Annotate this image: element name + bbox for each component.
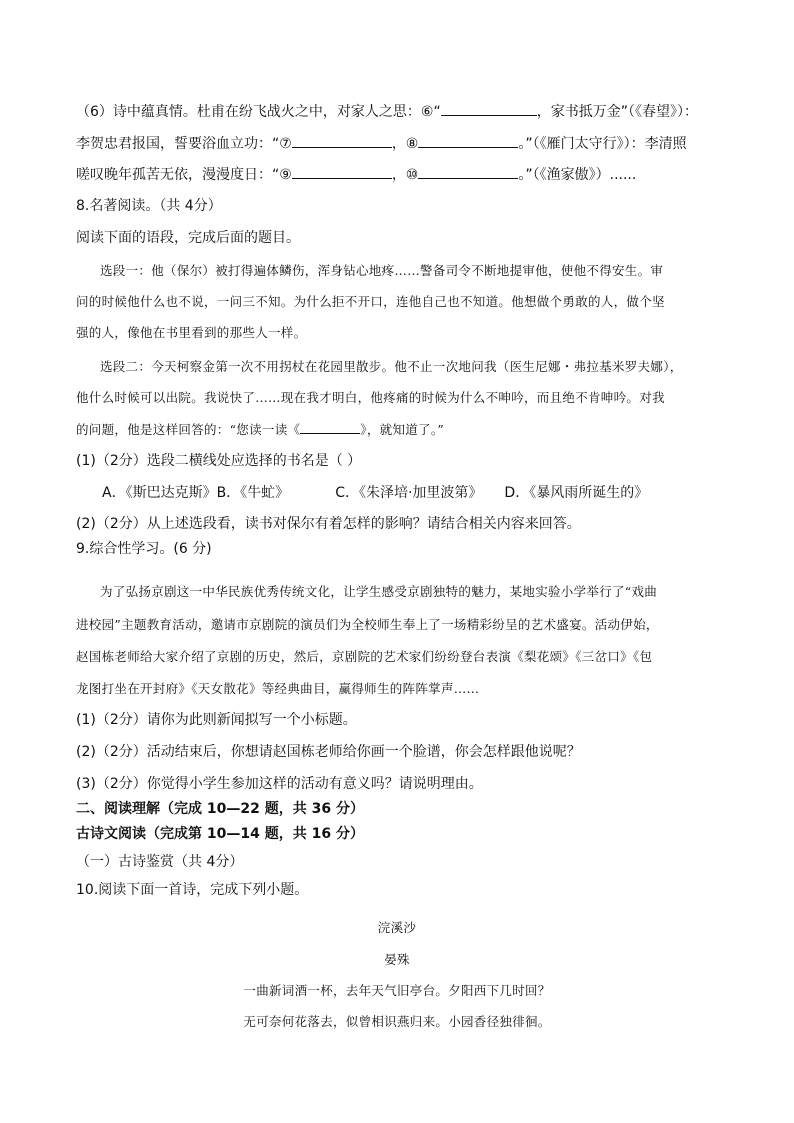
q7-6-line3-b: ，⑩ xyxy=(391,167,419,183)
blank-6[interactable] xyxy=(441,101,537,116)
q8-options xyxy=(102,483,648,503)
q8-para2-line3 xyxy=(76,419,444,440)
poem-title: 浣溪沙 xyxy=(377,920,417,935)
q8-para2-line1: 选段二：今天柯察金第一次不用拐杖在花园里散步。他不止一次地问我（医生尼娜・弗拉基米罗夫娜）， xyxy=(100,359,683,374)
blank-10[interactable] xyxy=(418,164,518,179)
q9-news-line1: 为了弘扬京剧这一中华民族优秀传统文化，让学生感受京剧独特的魅力，某地实验小学举行了“戏曲 xyxy=(100,584,658,599)
q8-para2-line3-a: 的问题，他是这样回答的：“您读一读《 xyxy=(76,422,301,437)
blank-9[interactable] xyxy=(292,164,392,179)
q8-heading: 8.名著阅读。（共 4分） xyxy=(76,198,222,214)
blank-7[interactable] xyxy=(292,133,392,148)
q9-news-line4: 龙图打坐在开封府》《天女散花》等经典曲目，赢得师生的阵阵掌声…… xyxy=(76,681,480,696)
q7-6-line3-c: 。”（《渔家傲》）...... xyxy=(518,167,637,183)
q9-news-line2: 进校园”主题教育活动，邀请市京剧院的演员们为全校师生奉上了一场精彩纷呈的艺术盛宴。活动伊始， xyxy=(76,617,659,632)
q7-6-line2-b: ，⑧ xyxy=(391,136,419,152)
option-c[interactable]: C．《朱泽培·加里波第》 xyxy=(335,485,483,501)
q9-sub2: (2)（2分）活动结束后，你想请赵国栋老师给你画一个脸谱，你会怎样跟他说呢？ xyxy=(76,744,581,760)
option-d[interactable]: D．《暴风雨所诞生的》 xyxy=(504,485,649,501)
poem-line2: 无可奈何花落去，似曾相识燕归来。小园香径独徘徊。 xyxy=(243,1014,551,1029)
q8-instruction: 阅读下面的语段，完成后面的题目。 xyxy=(76,230,300,246)
blank-8[interactable] xyxy=(418,133,518,148)
q10-heading: 10.阅读下面一首诗，完成下列小题。 xyxy=(76,882,309,898)
q7-6-line1-b: ，家书抵万金”（《春望》）： xyxy=(536,104,698,120)
q7-6-line2-c: 。”（《雁门太守行》）：李清照 xyxy=(518,136,687,152)
q7-6-line1 xyxy=(76,101,698,122)
section2-heading: 二、阅读理解（完成 10—22 题，共 36 分） xyxy=(76,801,364,817)
q7-6-line2-a: 李贺忠君报国，誓要浴血立功：“⑦ xyxy=(76,136,292,152)
q8-para2-line2: 他什么时候可以出院。我说快了……现在我才明白，他疼痛的时候为什么不呻吟，而且绝不肯呻吟。对我 xyxy=(76,390,665,405)
q8-para2-line3-b: 》，就知道了。” xyxy=(360,422,445,437)
section2-part1: （一）古诗鉴赏（共 4分） xyxy=(76,854,244,870)
option-b[interactable]: B．《牛虻》 xyxy=(216,485,290,501)
q9-sub3: (3)（2分）你觉得小学生参加这样的活动有意义吗？请说明理由。 xyxy=(76,776,483,792)
q8-para1-line2: 问的时候他什么也不说，一问三不知。为什么拒不开口，连他自己也不知道。他想做个勇敢的人，做个坚 xyxy=(76,294,665,309)
q7-6-line2 xyxy=(76,133,687,154)
q8-para1-line1: 选段一：他（保尔）被打得遍体鳞伤，浑身钻心地疼……警备司令不断地提审他，使他不得安生。审 xyxy=(100,263,664,278)
book-title-blank[interactable] xyxy=(300,419,360,434)
q8-sub1: (1)（2分）选段二横线处应选择的书名是（ ） xyxy=(76,453,362,469)
option-a[interactable]: A．《斯巴达克斯》 xyxy=(102,485,217,501)
poem-author: 晏殊 xyxy=(384,952,410,967)
section2-subheading: 古诗文阅读（完成第 10—14 题，共 16 分） xyxy=(76,826,364,842)
q7-6-line1-a: （6）诗中蕴真情。杜甫在纷飞战火之中，对家人之思：⑥“ xyxy=(76,104,441,120)
q8-para1-line3: 强的人，像他在书里看到的那些人一样。 xyxy=(76,325,307,340)
q9-heading: 9.综合性学习。(6 分) xyxy=(76,541,212,557)
q8-sub2: (2)（2分）从上述选段看，读书对保尔有着怎样的影响？请结合相关内容来回答。 xyxy=(76,516,581,532)
q9-sub1: (1)（2分）请你为此则新闻拟写一个小标题。 xyxy=(76,712,357,728)
q7-6-line3 xyxy=(76,164,636,185)
q9-news-line3: 赵国栋老师给大家介绍了京剧的历史，然后，京剧院的艺术家们纷纷登台表演《梨花颂》《三岔口》《包 xyxy=(76,649,653,664)
q7-6-line3-a: 嗟叹晚年孤苦无依，漫漫度日：“⑨ xyxy=(76,167,292,183)
poem-line1: 一曲新词酒一杯，去年天气旧亭台。夕阳西下几时回？ xyxy=(243,983,551,998)
